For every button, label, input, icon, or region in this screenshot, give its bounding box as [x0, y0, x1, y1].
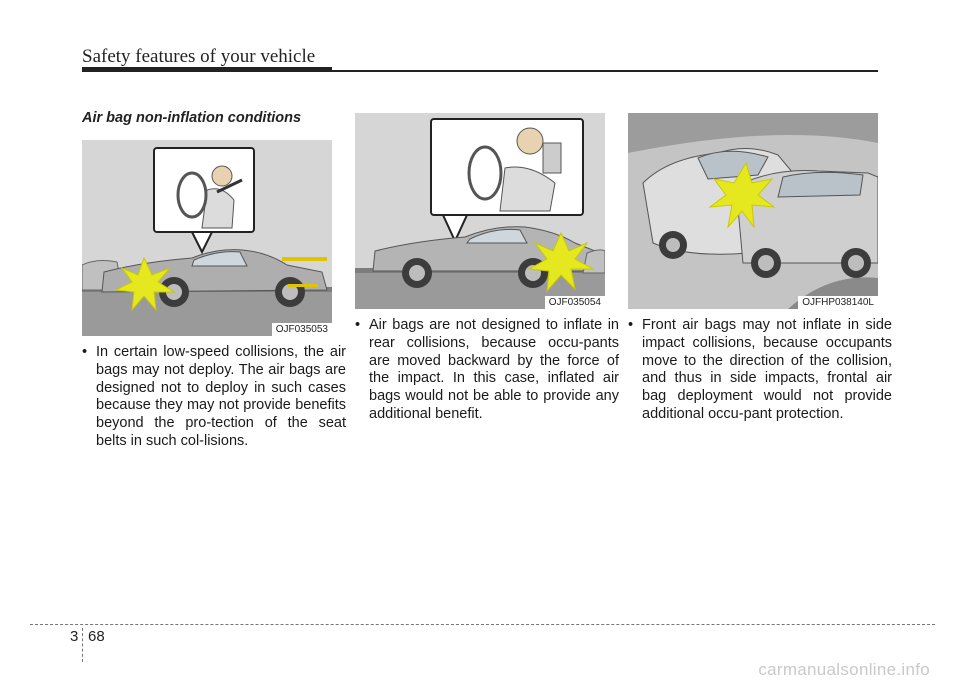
figure-side-impact — [628, 113, 878, 309]
low-speed-collision-illustration — [82, 140, 332, 336]
page-number: 68 — [88, 628, 105, 645]
figure-rear-collision — [355, 113, 605, 309]
bullet-marker: • — [628, 317, 634, 333]
rear-collision-illustration — [355, 113, 605, 309]
watermark: carmanualsonline.info — [758, 660, 930, 679]
bullet-marker: • — [355, 317, 361, 333]
page-header-title: Safety features of your vehicle — [82, 46, 316, 67]
bullet-side-impact — [628, 317, 892, 424]
chapter-number: 3 — [70, 628, 79, 645]
bullet-marker: • — [82, 344, 88, 360]
header-rule — [82, 70, 878, 72]
footer-divider — [30, 624, 935, 625]
side-impact-illustration — [628, 113, 878, 309]
figure-code: OJF035053 — [272, 323, 332, 336]
bullet-text: In certain low-speed collisions, the air bags may not deploy. The air bags are designed not to deploy in such cases because they may not provide benefits beyond the pro-tection of the seat belts in such col-lisions. — [96, 344, 346, 449]
bullet-low-speed — [82, 344, 346, 451]
figure-code: OJF035054 — [545, 296, 605, 309]
section-heading: Air bag non-inflation conditions — [82, 110, 302, 126]
figure-code: OJFHP038140L — [798, 296, 878, 309]
figure-low-speed-collision — [82, 140, 332, 336]
bullet-text: Air bags are not designed to inflate in rear collisions, because occu-pants are moved backward by the force of the impact. In this case, inflated air bags would not be able to provide any additional benefit. — [369, 317, 619, 422]
page-separator — [82, 628, 83, 662]
bullet-rear-collision — [355, 317, 619, 424]
bullet-text: Front air bags may not inflate in side impact collisions, because occupants move to the direction of the collision, and thus in side impacts, frontal air bag deployment would not provide additional occu-pant protection. — [642, 317, 892, 422]
